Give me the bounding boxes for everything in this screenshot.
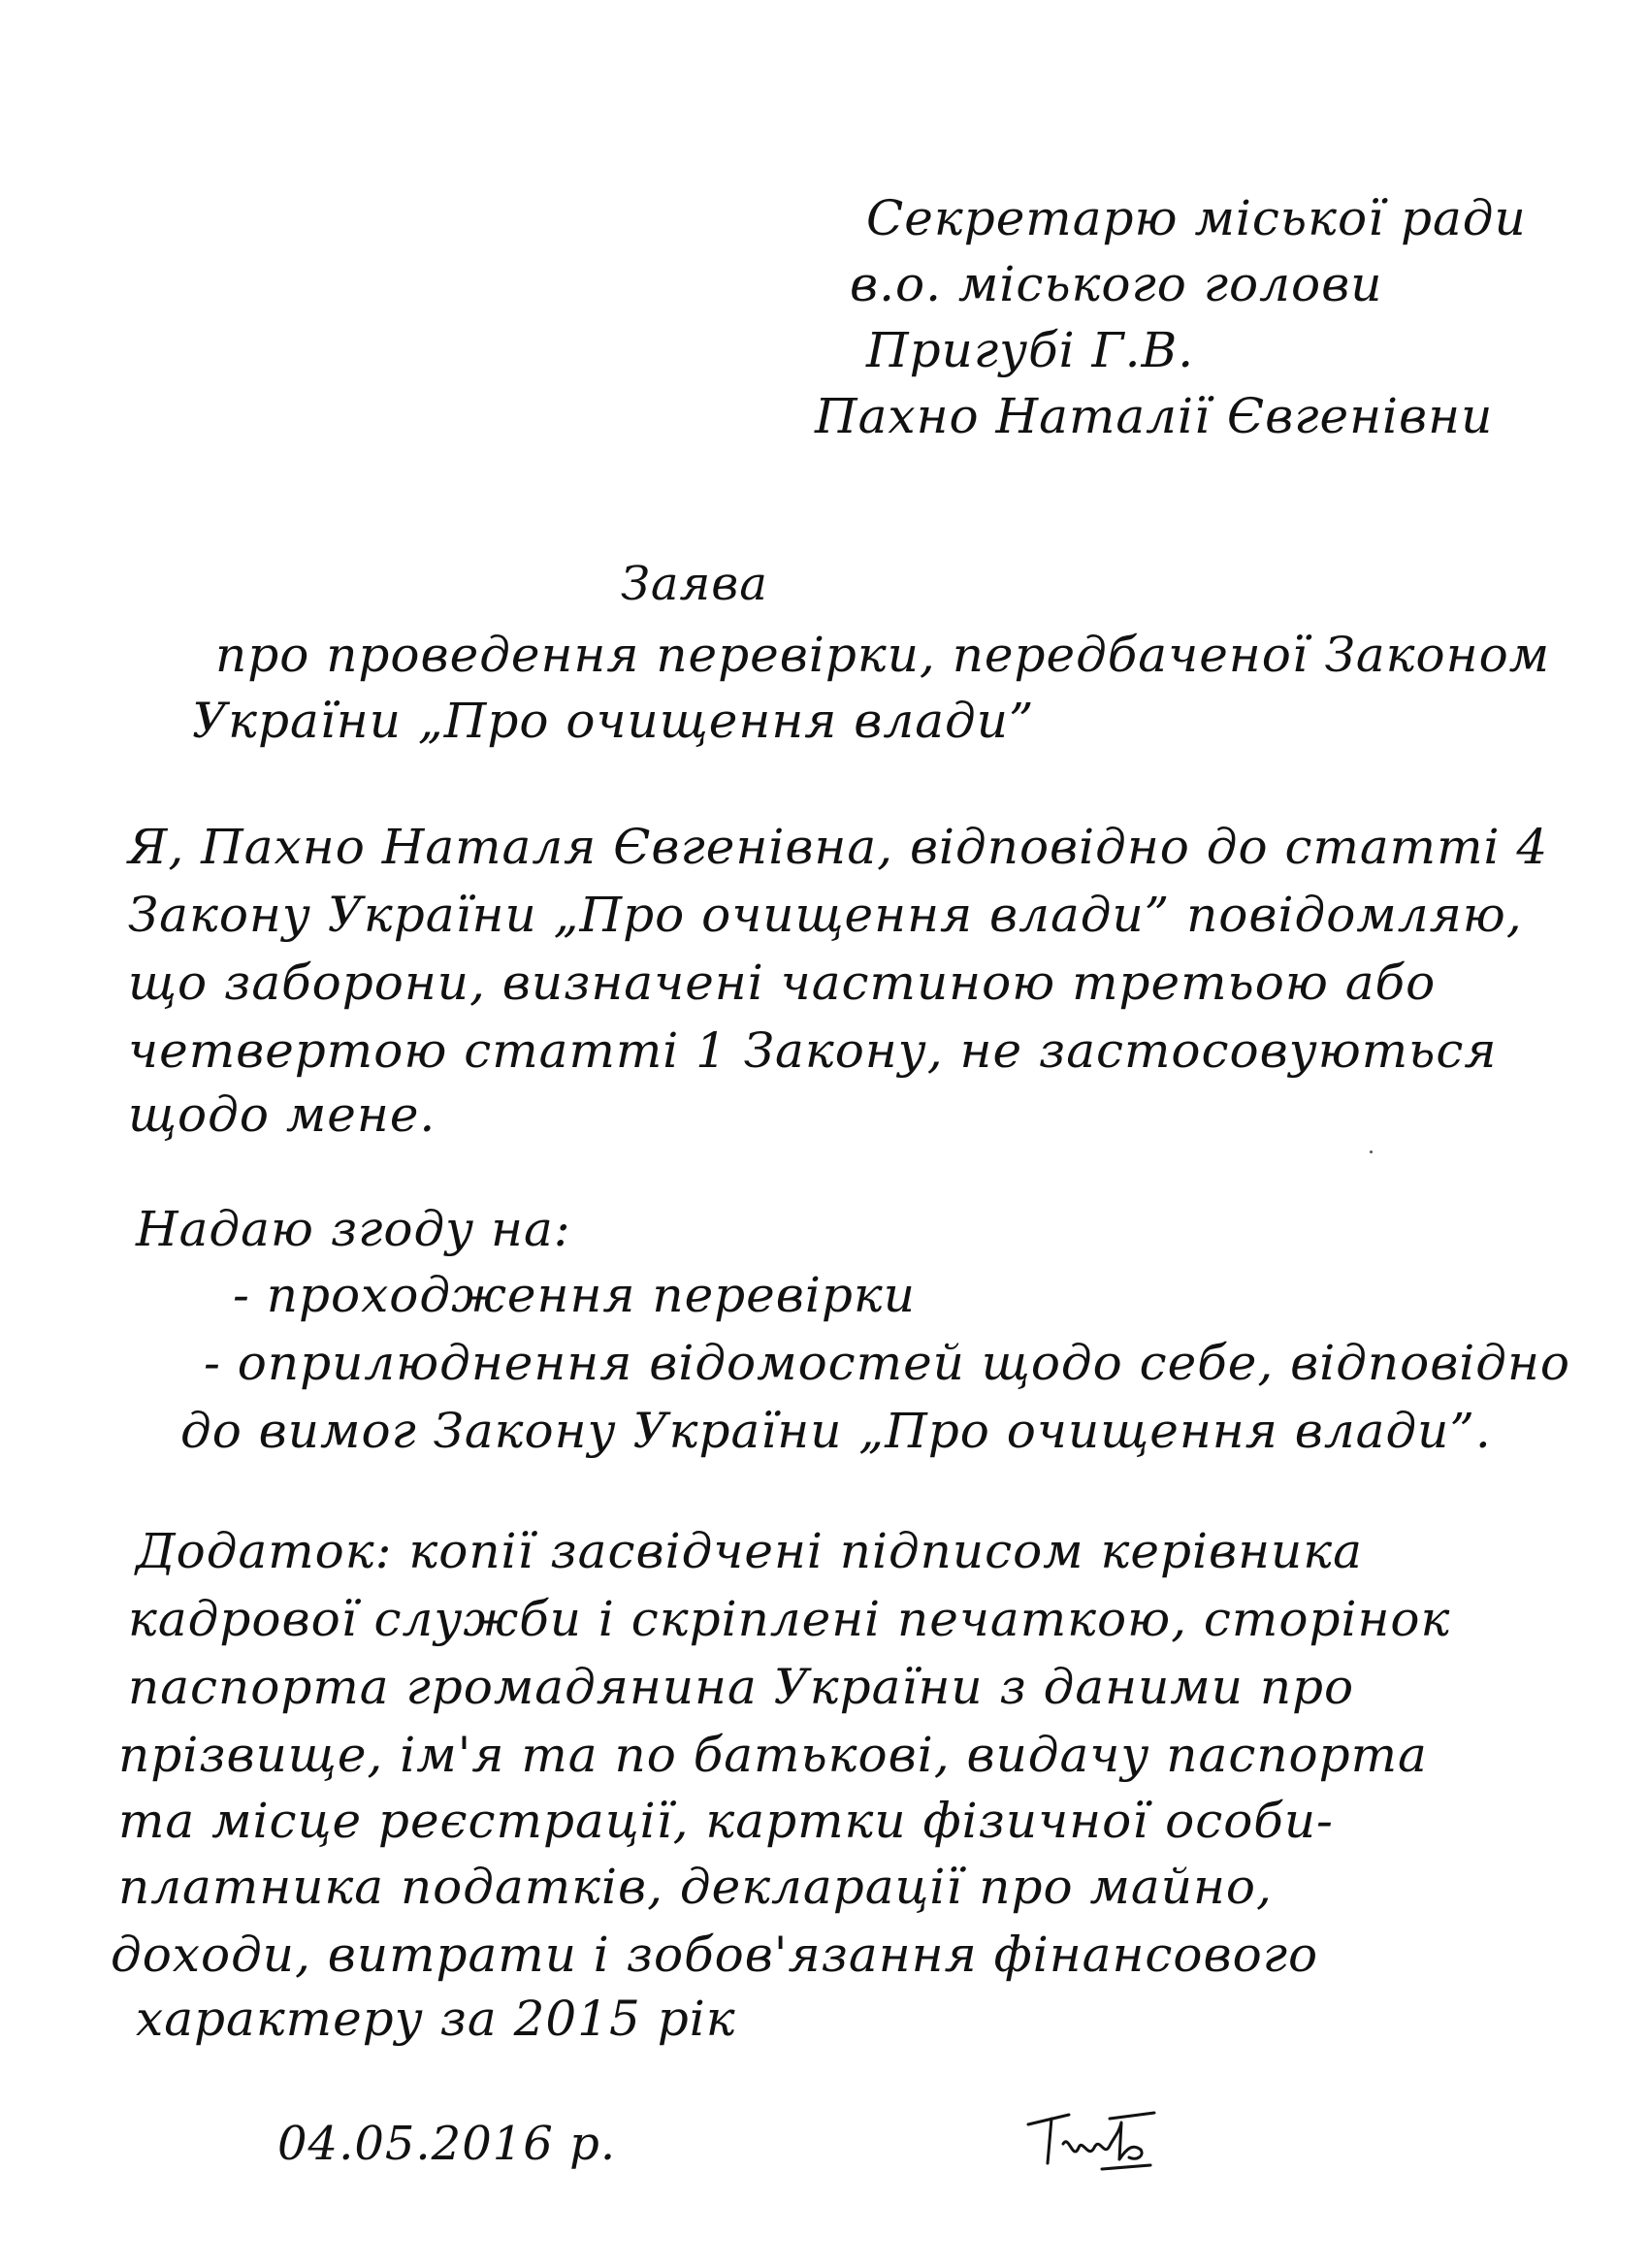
document-subtitle-line-1: про проведення перевірки, передбаченої Законом: [215, 627, 1551, 683]
ink-speck: [1370, 1150, 1373, 1153]
attachment-line-6: платника податків, декларації про майно,: [118, 1859, 1273, 1915]
addressee-line-2: в.о. міського голови: [850, 256, 1383, 312]
consent-item-1: - проходження перевірки: [233, 1267, 916, 1323]
attachment-line-4: прізвище, ім'я та по батькові, видачу паспорта: [118, 1727, 1428, 1783]
document-title: Заява: [621, 557, 768, 611]
attachment-line-5: та місце реєстрації, картки фізичної особи-: [118, 1793, 1334, 1849]
attachment-line-1: Додаток: копії засвідчені підписом керівника: [136, 1523, 1363, 1579]
consent-item-2: - оприлюднення відомостей щодо себе, відповідно: [204, 1335, 1571, 1391]
addressee-line-4: Пахно Наталії Євгенівни: [815, 388, 1494, 444]
attachment-line-2: кадрової служби і скріплені печаткою, сторінок: [128, 1591, 1451, 1647]
consent-item-2-cont: до вимог Закону України „Про очищення влади”.: [180, 1403, 1492, 1459]
consent-heading: Надаю згоду на:: [136, 1201, 571, 1257]
attachment-line-3: паспорта громадянина України з даними про: [128, 1659, 1355, 1715]
statement-line-3: що заборони, визначені частиною третьою або: [128, 955, 1437, 1011]
statement-line-5: щодо мене.: [128, 1086, 436, 1143]
signature: [1009, 2105, 1183, 2183]
statement-line-2: Закону України „Про очищення влади” повідомляю,: [128, 887, 1523, 943]
document-subtitle-line-2: України „Про очищення влади”: [192, 693, 1035, 749]
statement-line-1: Я, Пахно Наталя Євгенівна, відповідно до статті 4: [128, 819, 1549, 875]
addressee-line-1: Секретарю міської ради: [866, 190, 1527, 246]
date: 04.05.2016 р.: [277, 2117, 617, 2171]
attachment-line-7: доходи, витрати і зобов'язання фінансового: [111, 1927, 1319, 1983]
statement-line-4: четвертою статті 1 Закону, не застосовуються: [128, 1022, 1498, 1079]
addressee-line-3: Пригубі Г.В.: [866, 322, 1195, 378]
attachment-line-8: характеру за 2015 рік: [136, 1991, 736, 2047]
